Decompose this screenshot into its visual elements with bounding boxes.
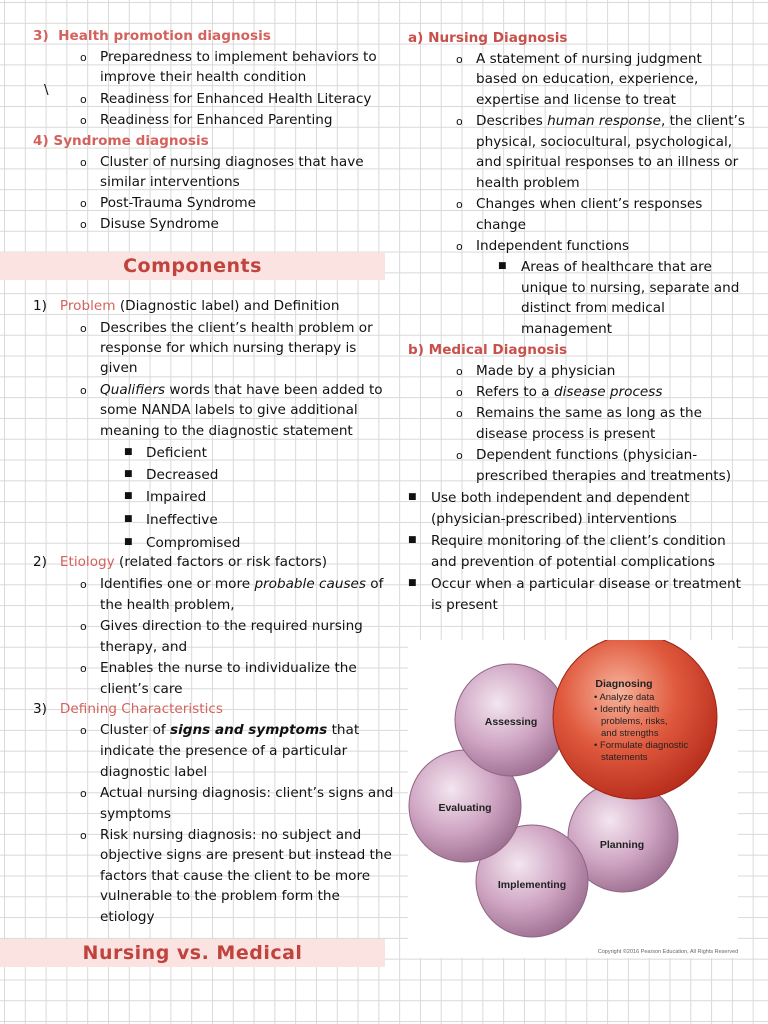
sub-item: Compromised bbox=[146, 535, 241, 551]
list-item: Disuse Syndrome bbox=[100, 216, 219, 232]
qualifiers-word: Qualifiers bbox=[100, 382, 166, 398]
list-item: some NANDA labels to give additional bbox=[100, 402, 358, 418]
etiology-rest: (related factors or risk factors) bbox=[114, 554, 328, 570]
bullet-square-icon: ■ bbox=[498, 261, 507, 271]
bullet-o-icon: o bbox=[80, 114, 87, 127]
list-item: Made by a physician bbox=[476, 363, 616, 379]
list-item: Occur when a particular disease or treatment bbox=[431, 576, 741, 592]
bullet-o-icon: o bbox=[456, 365, 463, 378]
assessing-label: Assessing bbox=[484, 716, 538, 728]
bullet-square-icon: ■ bbox=[124, 469, 133, 479]
list-number: 2) bbox=[33, 554, 47, 570]
list-item: prescribed therapies and treatments) bbox=[476, 468, 732, 484]
emphasis-text: disease process bbox=[553, 384, 663, 400]
diagnosing-bullet: and strengths bbox=[601, 728, 659, 739]
list-item: diagnostic label bbox=[100, 764, 208, 780]
list-item bbox=[100, 720, 359, 740]
bullet-square-icon: ■ bbox=[124, 491, 133, 501]
defining-label: Defining Characteristics bbox=[59, 701, 223, 717]
bullet-o-icon: o bbox=[80, 384, 87, 397]
nursing-process-diagram bbox=[408, 640, 738, 958]
components-banner: Components bbox=[0, 252, 385, 280]
list-item: client’s care bbox=[100, 681, 183, 697]
list-item: change bbox=[476, 217, 527, 233]
list-item: Changes when client’s responses bbox=[476, 196, 703, 212]
list-item: and spiritual responses to an illness or bbox=[476, 154, 739, 170]
list-item: Gives direction to the required nursing bbox=[100, 618, 363, 634]
text-run: that bbox=[327, 722, 360, 738]
list-item: vulnerable to the problem form the bbox=[100, 888, 340, 904]
list-item: is present bbox=[431, 597, 498, 613]
etiology-label: Etiology bbox=[59, 554, 115, 570]
diagnosing-bullet: statements bbox=[601, 752, 648, 763]
list-item: meaning to the diagnostic statement bbox=[100, 423, 353, 439]
medical-diagnosis-heading: b) Medical Diagnosis bbox=[408, 342, 568, 358]
list-item: given bbox=[100, 360, 138, 376]
bullet-o-icon: o bbox=[456, 407, 463, 420]
list-item: indicate the presence of a particular bbox=[100, 743, 348, 759]
bullet-square-icon: ■ bbox=[408, 578, 417, 588]
syndrome-heading: 4) Syndrome diagnosis bbox=[33, 133, 209, 149]
list-item: Remains the same as long as the bbox=[476, 405, 702, 421]
nursing-vs-medical-banner: Nursing vs. Medical bbox=[0, 939, 385, 967]
etiology-heading bbox=[33, 552, 327, 572]
list-item bbox=[100, 574, 383, 594]
list-item: Describes the client’s health problem or bbox=[100, 320, 373, 336]
bullet-square-icon: ■ bbox=[124, 537, 133, 547]
text-run: , the client’s bbox=[660, 113, 745, 129]
sub-item: Ineffective bbox=[146, 512, 218, 528]
diagnosing-bullet: • Analyze data bbox=[594, 692, 655, 703]
bullet-o-icon: o bbox=[456, 53, 463, 66]
bullet-o-icon: o bbox=[456, 386, 463, 399]
list-number: 1) bbox=[33, 298, 47, 314]
heading-text: Health promotion diagnosis bbox=[58, 28, 271, 44]
list-item: Independent functions bbox=[476, 238, 630, 254]
planning-label: Planning bbox=[599, 839, 645, 851]
bullet-o-icon: o bbox=[80, 662, 87, 675]
list-item: Cluster of nursing diagnoses that have bbox=[100, 154, 364, 170]
list-item: (physician-prescribed) interventions bbox=[431, 511, 677, 527]
list-item: Enables the nurse to individualize the bbox=[100, 660, 357, 676]
emphasis-text: human response bbox=[547, 113, 661, 129]
list-item: similar interventions bbox=[100, 174, 240, 190]
nursing-process-figure bbox=[408, 640, 738, 958]
list-item: and prevention of potential complications bbox=[431, 554, 715, 570]
sub-item: unique to nursing, separate and bbox=[521, 280, 740, 296]
health-promo-heading bbox=[33, 26, 271, 46]
sub-item: distinct from medical bbox=[521, 300, 665, 316]
list-item: the health problem, bbox=[100, 597, 235, 613]
list-item: factors that cause the client to be more bbox=[100, 868, 371, 884]
list-number: 3) bbox=[33, 701, 47, 717]
list-item: Readiness for Enhanced Parenting bbox=[100, 112, 333, 128]
bullet-o-icon: o bbox=[456, 449, 463, 462]
list-item: disease process is present bbox=[476, 426, 656, 442]
list-number: 3) bbox=[33, 28, 49, 44]
diagnosing-bullet: • Identify health bbox=[594, 704, 660, 715]
emphasis-text: probable causes bbox=[254, 576, 366, 592]
text-run: Identifies one or more bbox=[100, 576, 255, 592]
list-item: expertise and license to treat bbox=[476, 92, 676, 108]
qualifiers-rest: words that have been added to bbox=[165, 382, 383, 398]
bullet-o-icon: o bbox=[80, 156, 87, 169]
list-item: improve their health condition bbox=[100, 69, 307, 85]
list-item bbox=[476, 111, 745, 131]
implementing-label: Implementing bbox=[497, 879, 567, 891]
bullet-o-icon: o bbox=[80, 724, 87, 737]
bullet-o-icon: o bbox=[456, 198, 463, 211]
list-item: response for which nursing therapy is bbox=[100, 340, 357, 356]
list-item: etiology bbox=[100, 909, 155, 925]
problem-heading bbox=[33, 296, 339, 316]
bullet-o-icon: o bbox=[80, 218, 87, 231]
bullet-o-icon: o bbox=[80, 51, 87, 64]
bullet-square-icon: ■ bbox=[124, 447, 133, 457]
emphasis-text: signs and symptoms bbox=[170, 722, 328, 738]
sub-item: Areas of healthcare that are bbox=[521, 259, 712, 275]
text-run: of bbox=[365, 576, 384, 592]
problem-label: Problem bbox=[59, 298, 116, 314]
bullet-o-icon: o bbox=[80, 578, 87, 591]
bullet-o-icon: o bbox=[80, 620, 87, 633]
sub-item: Decreased bbox=[146, 467, 219, 483]
list-item: symptoms bbox=[100, 806, 171, 822]
sub-item: Deficient bbox=[146, 445, 207, 461]
bullet-o-icon: o bbox=[80, 197, 87, 210]
copyright-text: Copyright ©2016 Pearson Education, All Rights Reserved bbox=[597, 949, 738, 955]
list-item: Readiness for Enhanced Health Literacy bbox=[100, 91, 372, 107]
text-run: Describes bbox=[476, 113, 548, 129]
qualifiers-line bbox=[100, 380, 383, 400]
text-run: Refers to a bbox=[476, 384, 554, 400]
sub-item: Impaired bbox=[146, 489, 207, 505]
list-item: Preparedness to implement behaviors to bbox=[100, 49, 377, 65]
bullet-o-icon: o bbox=[80, 93, 87, 106]
diagnosing-label: Diagnosing bbox=[595, 678, 653, 690]
defining-heading bbox=[33, 699, 223, 719]
bullet-square-icon: ■ bbox=[408, 492, 417, 502]
evaluating-label: Evaluating bbox=[438, 802, 492, 814]
sub-item: management bbox=[521, 321, 613, 337]
list-item: physical, sociocultural, psychological, bbox=[476, 134, 733, 150]
list-item: A statement of nursing judgment bbox=[476, 51, 702, 67]
bullet-o-icon: o bbox=[80, 322, 87, 335]
list-item: Use both independent and dependent bbox=[431, 490, 690, 506]
diagnosing-bullet: • Formulate diagnostic bbox=[594, 740, 689, 751]
list-item: based on education, experience, bbox=[476, 71, 699, 87]
stray-mark: \ bbox=[44, 82, 49, 98]
list-item: Risk nursing diagnosis: no subject and bbox=[100, 827, 362, 843]
text-run: Cluster of bbox=[100, 722, 170, 738]
list-item: health problem bbox=[476, 175, 580, 191]
bullet-square-icon: ■ bbox=[408, 535, 417, 545]
list-item: Post-Trauma Syndrome bbox=[100, 195, 256, 211]
bullet-o-icon: o bbox=[456, 240, 463, 253]
bullet-o-icon: o bbox=[456, 115, 463, 128]
bullet-o-icon: o bbox=[80, 787, 87, 800]
bullet-square-icon: ■ bbox=[124, 514, 133, 524]
bullet-o-icon: o bbox=[80, 829, 87, 842]
diagnosing-bullet: problems, risks, bbox=[601, 716, 668, 727]
problem-rest: (Diagnostic label) and Definition bbox=[115, 298, 340, 314]
list-item: therapy, and bbox=[100, 639, 188, 655]
list-item: objective signs are present but instead the bbox=[100, 847, 392, 863]
list-item bbox=[476, 382, 662, 402]
list-item: Dependent functions (physician- bbox=[476, 447, 698, 463]
list-item: Require monitoring of the client’s condition bbox=[431, 533, 726, 549]
list-item: Actual nursing diagnosis: client’s signs and bbox=[100, 785, 394, 801]
nursing-diagnosis-heading: a) Nursing Diagnosis bbox=[408, 30, 568, 46]
